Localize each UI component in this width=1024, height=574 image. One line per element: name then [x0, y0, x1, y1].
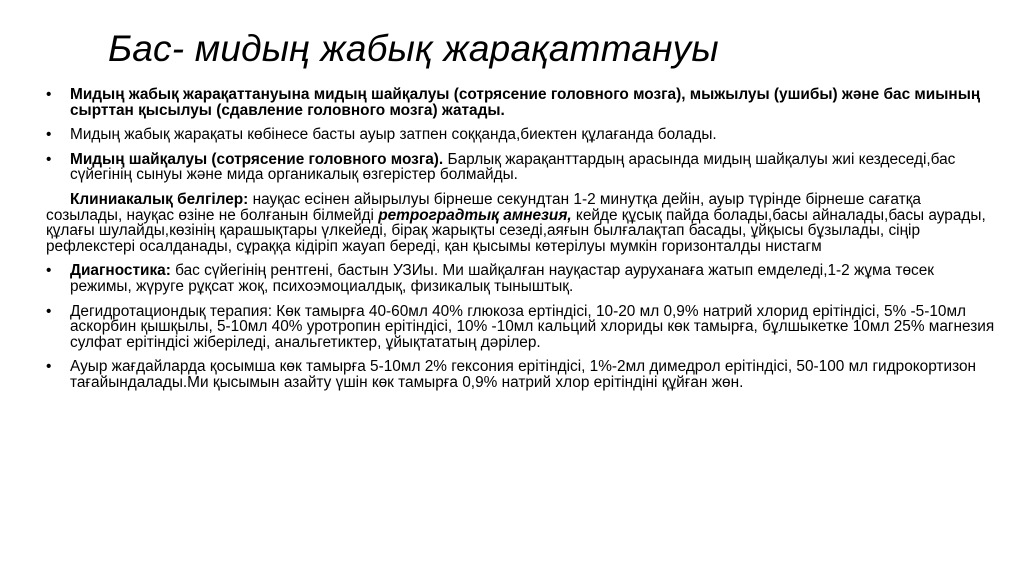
paragraph-emphasis: ретроградтық амнезия,	[378, 206, 572, 224]
bullet-text-bold: Мидың шайқалуы (сотрясение головного мозга).	[70, 150, 444, 168]
bullet-item	[46, 152, 996, 183]
bullet-text: бас сүйегінің рентгені, бастын УЗИы. Ми шайқалған науқастар ауруханаға жатып емделеді,1-2 жұма төсек режимы, жүруге рұқсат жоқ, психоэмоциалдық, физикалық тыныштық.	[70, 262, 935, 295]
bullet-marker: •	[46, 358, 52, 376]
bullet-text: Барлық жарақанттардың арасында мидың шайқалуы жиі кездеседі,бас сүйегінің сынуы және мида органикалық өзгерістер болмайды.	[70, 150, 956, 184]
clinical-signs-paragraph	[46, 192, 996, 254]
bullet-text-bold: Диагностика:	[70, 262, 171, 280]
bullet-marker: •	[46, 302, 52, 320]
bullet-item	[46, 127, 996, 143]
bullet-item	[46, 263, 996, 294]
slide-title: Бас- мидың жабық жарақаттануы	[108, 28, 719, 69]
bullet-item	[46, 304, 996, 351]
bullet-marker: •	[46, 126, 52, 144]
bullet-item	[46, 87, 996, 118]
paragraph-text: науқас есінен айырылуы бірнеше секундтан 1-2 минутқа дейін, ауыр түрінде бірнеше сағатқа созылады, науқас өзіне не болғанын білмейді	[46, 190, 921, 224]
paragraph-heading-bold: Клиниакалық белгілер:	[70, 190, 249, 208]
bullet-item	[46, 359, 996, 390]
bullet-marker: •	[46, 262, 52, 280]
bullet-marker: •	[46, 150, 52, 168]
bullet-text: Дегидротациондық терапия: Көк тамырға 40-60мл 40% глюкоза ертіндісі, 10-20 мл 0,9% натрий хлорид ерітіндісі, 5% -5-10мл аскорбин қышқылы, 5-10мл 40% уротропин ерітіндісі, 10% -10мл кальций хлориды көк тамырға, бұлшыкетке 10мл 25% магнезия сулфат ерітіндісі жіберіледі, анальгетиктер, ұйықтататың дәрілер.	[70, 302, 995, 351]
bullet-text: Ауыр жағдайларда қосымша көк тамырға 5-10мл 2% гексония ерітіндісі, 1%-2мл димедрол ерітіндісі, 50-100 мл гидрокортизон тағайындалады.Ми қысымын азайту үшін көк тамырға 0,9% натрий хлор ерітіндіні құйған жөн.	[70, 358, 977, 391]
bullet-text: Мидың жабық жарақаты көбінесе басты ауыр затпен соққанда,биектен құлағанда болады.	[70, 126, 717, 144]
bullet-marker: •	[46, 86, 52, 103]
slide-body	[46, 87, 996, 400]
paragraph-text: кейде құсық пайда болады,басы айналады,басы аурады, құлағы шулайды,көзінің қарашықтары үлкейеді, бірақ жарықты сезеді,аяғын былғалақтап басады, ұйқысы бұзылады, сіңір рефлекстері осалданады, сұраққа кідіріп жауап береді, қан қысымы көтерілуы мумкін горизонталды нистагм	[46, 206, 986, 255]
bullet-text-bold: Мидың жабық жарақаттануына мидың шайқалуы (сотрясение головного мозга), мыжылуы (ушибы) және бас миының сырттан қысылуы (сдавление головного мозга) жатады.	[70, 86, 981, 119]
